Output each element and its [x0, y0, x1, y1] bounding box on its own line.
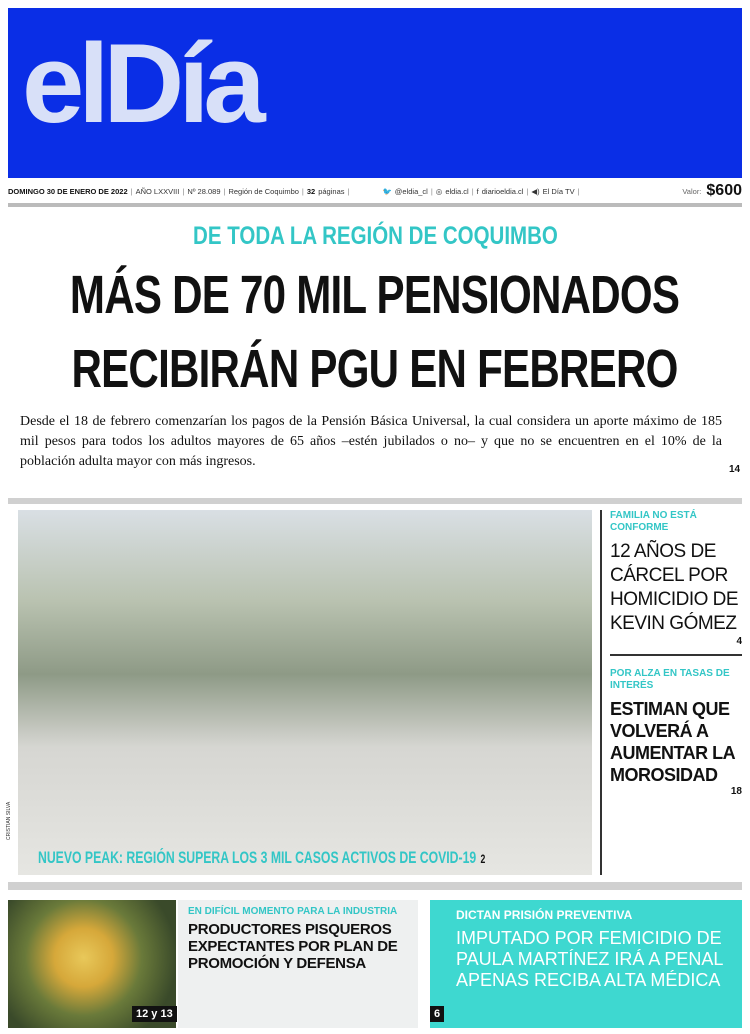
price-label: Valor: [682, 186, 702, 196]
info-bar: DOMINGO 30 DE ENERO DE 2022 | AÑO LXXVIII | Nº 28.089 | Región de Coquimbo | 32 páginas | 🐦 @eldia_cl | ◎ eldia.cl | f diarioeldia.cl | ◀) El Día TV | Valor: $600 [8, 182, 742, 199]
twitter-handle[interactable]: @eldia_cl [394, 186, 428, 196]
speaker-icon: ◀) [531, 186, 540, 196]
photo-credit: CRISTIAN SILVA [6, 801, 12, 840]
divider [8, 882, 742, 890]
page-ref: 12 y 13 [132, 1006, 177, 1022]
lead-deck: Desde el 18 de febrero comenzarían los pagos de la Pensión Básica Universal, la cual considera un aporte máximo de 185 mil pesos para todos los adultos mayores de 65 años –estén jubilados o no– y que no se encuentren en el 10% de la población adulta mayor con más ingresos. [20, 414, 722, 469]
divider [8, 203, 742, 207]
page-ref: 2 [480, 852, 486, 866]
lead-headline-2[interactable]: RECIBIRÁN PGU EN FEBRERO [71, 339, 679, 399]
side-kicker: FAMILIA NO ESTÁ CONFORME [610, 510, 697, 533]
page-ref: 14 [729, 464, 741, 475]
side-column [600, 510, 746, 875]
pisco-headline[interactable]: PRODUCTORES PISQUEROS EXPECTANTES POR PLAN DE PROMOCIÓN Y DEFENSA [188, 921, 398, 972]
logo: elDía [22, 21, 260, 146]
price: $600 [706, 182, 742, 199]
lead-kicker-wrap [0, 222, 750, 251]
pages-label: páginas [318, 186, 345, 196]
twitter-icon: 🐦 [382, 186, 392, 196]
side-kicker: POR ALZA EN TASAS DE INTERÉS [610, 668, 730, 691]
tv-link[interactable]: El Día TV [542, 186, 575, 196]
photo-caption[interactable]: NUEVO PEAK: REGIÓN SUPERA LOS 3 MIL CASOS ACTIVOS DE COVID-19 [38, 848, 477, 867]
lead-photo [18, 510, 592, 875]
year: AÑO LXXVIII [135, 186, 180, 196]
page-ref: 6 [430, 1006, 444, 1022]
pisco-kicker: EN DIFÍCIL MOMENTO PARA LA INDUSTRIA [188, 906, 398, 917]
crime-story[interactable] [430, 900, 742, 1028]
date: DOMINGO 30 DE ENERO DE 2022 [8, 186, 128, 196]
instagram-icon: ◎ [435, 186, 443, 196]
page-ref: 4 [736, 636, 742, 647]
divider [610, 654, 742, 656]
side-headline[interactable]: ESTIMAN QUE VOLVERÁ A AUMENTAR LA MOROSIDAD [610, 699, 735, 785]
lead-headline-1[interactable]: MÁS DE 70 MIL PENSIONADOS [70, 265, 680, 325]
photo-caption-wrap [38, 848, 485, 868]
crime-kicker: DICTAN PRISIÓN PREVENTIVA [456, 908, 633, 922]
lead-headline-2-wrap [0, 339, 750, 399]
facebook-handle[interactable]: diarioeldia.cl [481, 186, 524, 196]
facebook-icon: f [476, 186, 479, 196]
instagram-handle[interactable]: eldia.cl [445, 186, 469, 196]
issue-number: Nº 28.089 [187, 186, 221, 196]
pisco-story[interactable] [178, 900, 418, 1028]
crime-headline[interactable]: IMPUTADO POR FEMICIDIO DE PAULA MARTÍNEZ IRÁ A PENAL APENAS RECIBA ALTA MÉDICA [456, 928, 723, 990]
lead-headline-1-wrap [0, 265, 750, 325]
lead-kicker: DE TODA LA REGIÓN DE COQUIMBO [192, 222, 558, 250]
region: Región de Coquimbo [228, 186, 299, 196]
divider [8, 498, 742, 504]
pages-count: 32 [306, 186, 316, 196]
page-ref: 18 [730, 786, 742, 797]
side-headline[interactable]: 12 AÑOS DE CÁRCEL POR HOMICIDIO DE KEVIN GÓMEZ [610, 541, 739, 634]
